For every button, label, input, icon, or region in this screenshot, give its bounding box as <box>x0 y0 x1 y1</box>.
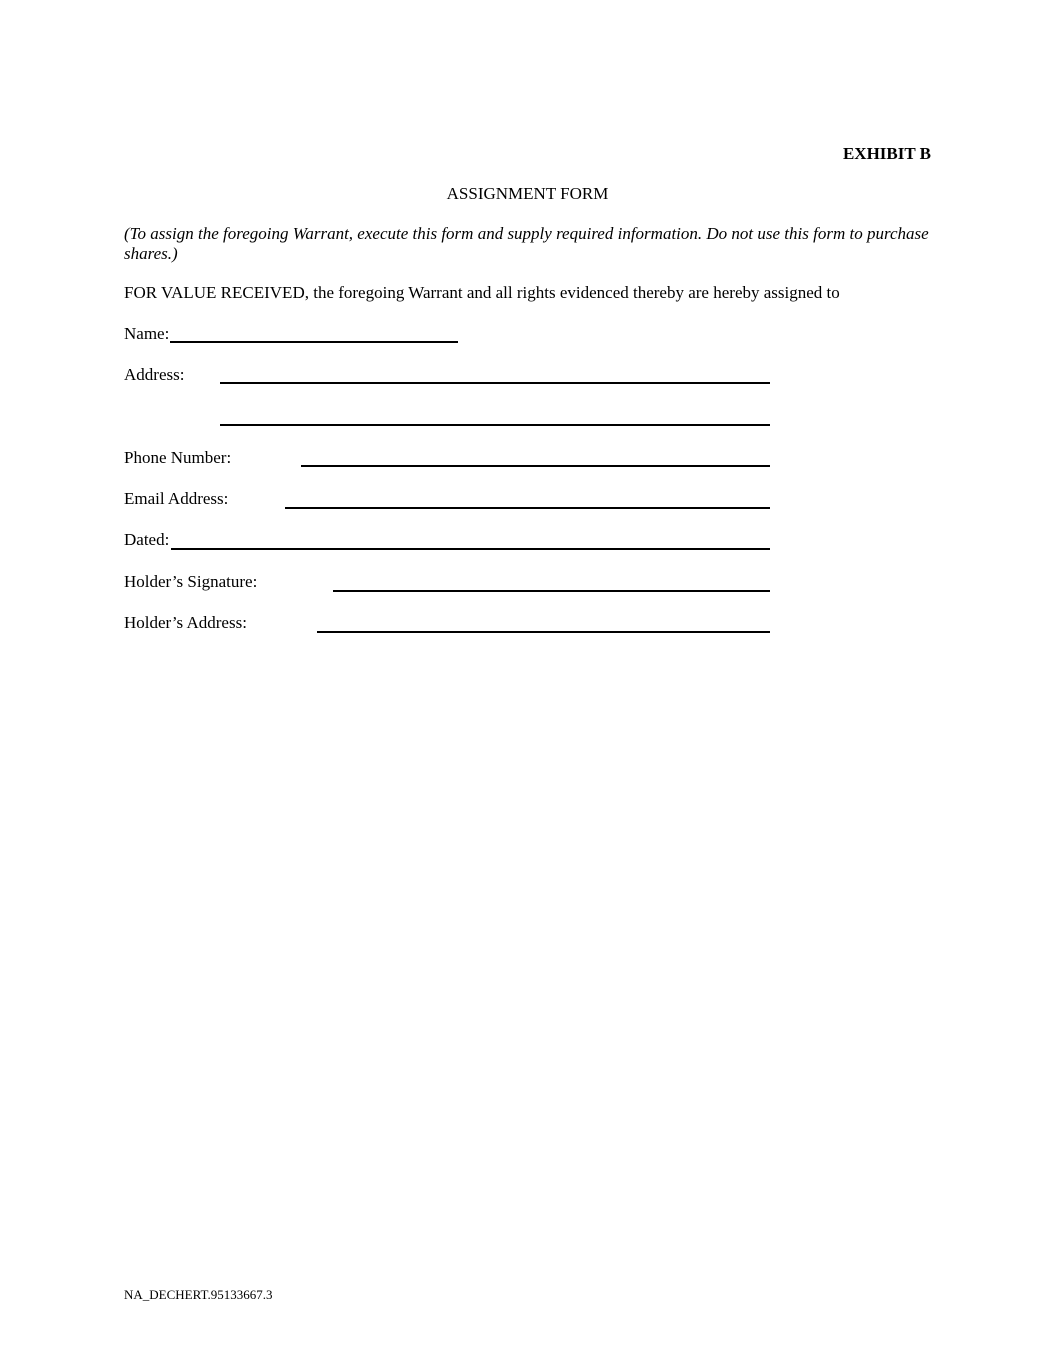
phone-line[interactable] <box>301 465 770 467</box>
address-line-2[interactable] <box>220 424 770 426</box>
address-line-1[interactable] <box>220 382 770 384</box>
holder-address-line[interactable] <box>317 631 770 633</box>
instructions-text: (To assign the foregoing Warrant, execute this form and supply required information. Do not use this form to purchase shares.) <box>124 224 929 263</box>
email-line[interactable] <box>285 507 770 509</box>
holder-signature-label: Holder’s Signature: <box>124 572 258 591</box>
holder-signature-line[interactable] <box>333 590 770 592</box>
email-label: Email Address: <box>124 489 229 508</box>
holder-address-label: Holder’s Address: <box>124 613 247 632</box>
address-label: Address: <box>124 365 185 384</box>
form-title: ASSIGNMENT FORM <box>446 184 609 203</box>
footer-doc-id: NA_DECHERT.95133667.3 <box>124 1287 273 1302</box>
dated-line[interactable] <box>171 548 770 550</box>
dated-label: Dated: <box>124 530 170 549</box>
assignment-statement: FOR VALUE RECEIVED, the foregoing Warrant and all rights evidenced thereby are hereby assigned to <box>124 283 840 302</box>
phone-label: Phone Number: <box>124 448 232 467</box>
exhibit-label: EXHIBIT B <box>842 144 931 163</box>
name-line[interactable] <box>170 341 458 343</box>
name-label: Name: <box>124 324 170 343</box>
